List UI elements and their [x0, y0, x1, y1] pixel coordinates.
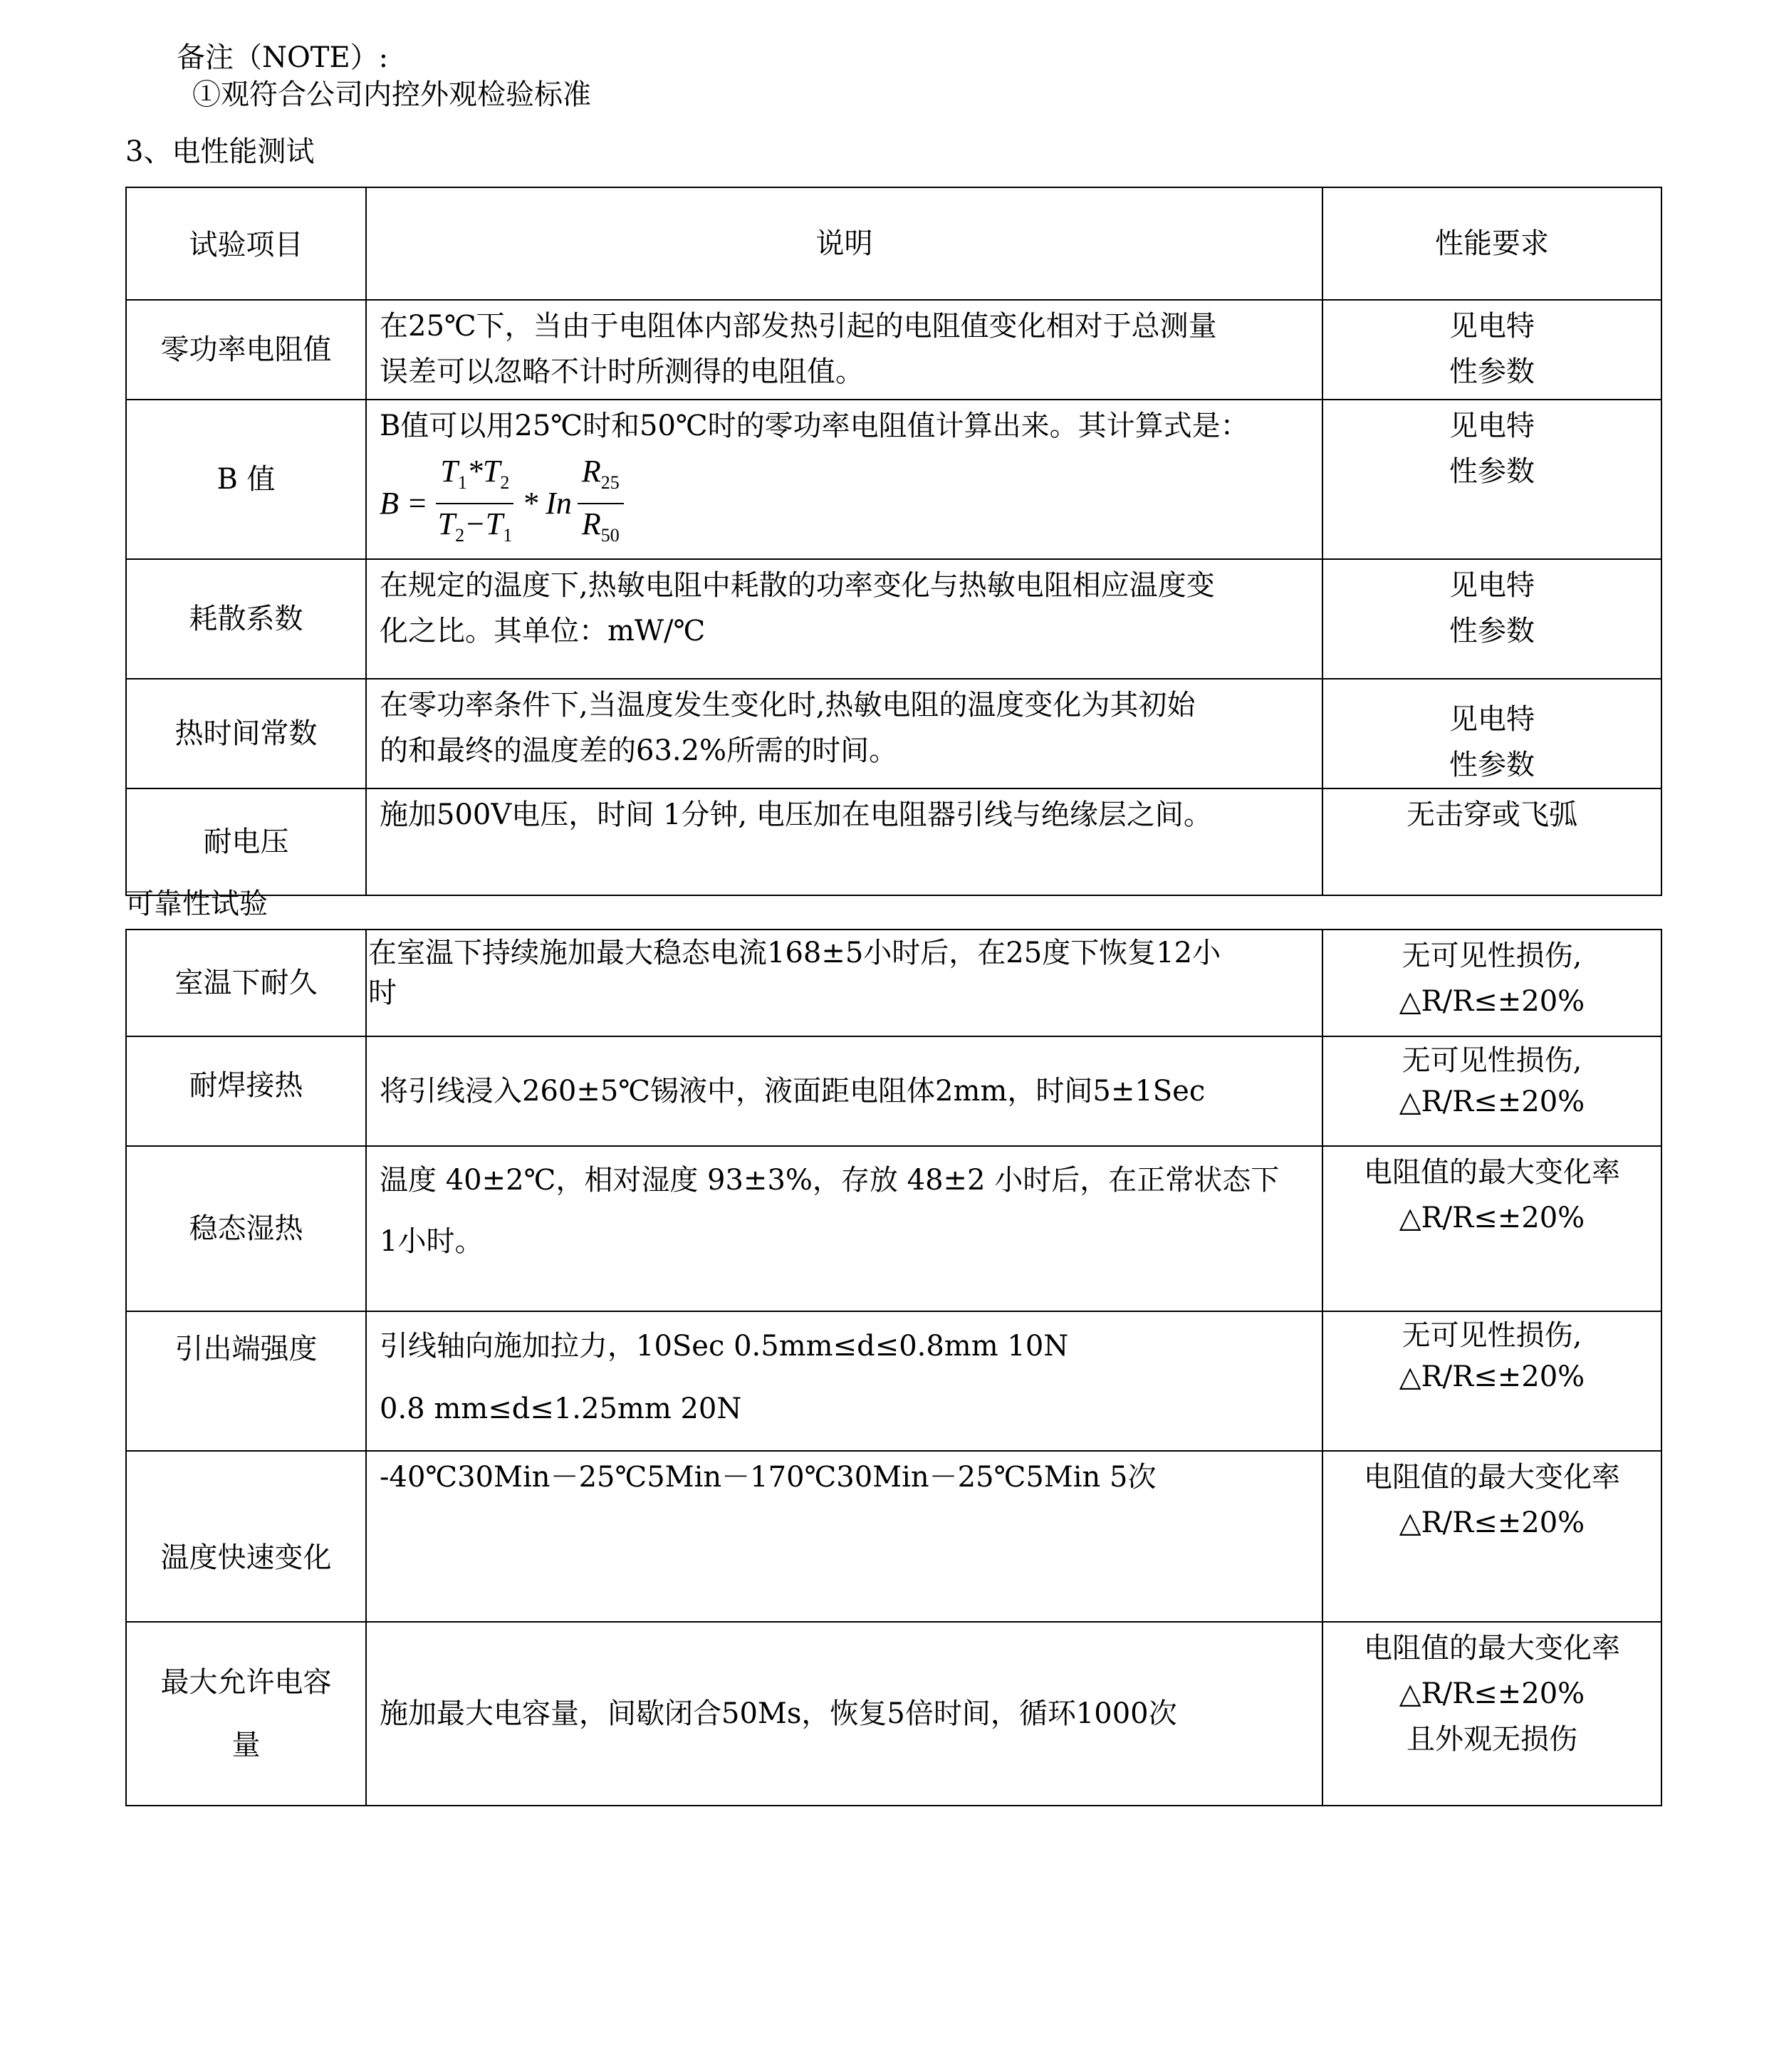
table-row: [126, 1036, 1661, 1146]
formula-fraction-r: [578, 452, 624, 556]
req-line: △R/R≤±20%: [1399, 1360, 1585, 1393]
desc-line: B值可以用25℃时和50℃时的零功率电阻值计算出来。其计算式是：: [380, 410, 1249, 442]
header-desc: 说明: [366, 187, 1322, 300]
reliability-test-table: [125, 929, 1662, 1806]
desc-line: 0.8 mm≤d≤1.25mm 20N: [380, 1392, 742, 1425]
table-row: [126, 559, 1661, 679]
formula-r-denominator: $R_{50}$: [581, 506, 620, 546]
desc-line: 在25℃下，当由于电阻体内部发热引起的电阻值变化相对于总测量: [380, 310, 1217, 343]
req-line: 性参数: [1449, 748, 1535, 781]
formula-fraction-t: [434, 452, 517, 556]
row-req: [1322, 1622, 1661, 1806]
header-item: 试验项目: [126, 187, 366, 300]
row-desc: [366, 1036, 1322, 1146]
desc-line: 在规定的温度下,热敏电阻中耗散的功率变化与热敏电阻相应温度变: [380, 568, 1215, 602]
section-reliability-title: 可靠性试验: [125, 887, 268, 920]
row-req: [1322, 1451, 1661, 1622]
note-title: 备注（NOTE）:: [177, 41, 389, 74]
row-item: 引出端强度: [126, 1311, 366, 1451]
desc-line: 施加最大电容量，间歇闭合50Ms，恢复5倍时间，循环1000次: [380, 1697, 1177, 1730]
table-row: [126, 300, 1661, 400]
row-desc: [366, 1622, 1322, 1806]
table-row: [126, 930, 1661, 1036]
section-electrical-title: 3、电性能测试: [125, 135, 315, 168]
row-desc: [366, 300, 1322, 400]
table-row: [126, 1622, 1661, 1806]
desc-line: 引线轴向施加拉力，10Sec 0.5mm≤d≤0.8mm 10N: [380, 1330, 1069, 1363]
row-item: 耐焊接热: [126, 1036, 366, 1146]
req-line: △R/R≤±20%: [1399, 985, 1585, 1018]
formula-denominator: $T_2-T_1$: [437, 506, 513, 546]
row-desc: [366, 788, 1322, 895]
req-line: 无可见性损伤,: [1402, 1319, 1582, 1352]
row-item: 耗散系数: [126, 559, 366, 679]
row-item: 耐电压: [126, 788, 366, 895]
desc-line: 施加500V电压，时间 1分钟, 电压加在电阻器引线与绝缘层之间。: [380, 798, 1212, 831]
desc-line: 在室温下持续施加最大稳态电流168±5小时后，在25度下恢复12小: [368, 937, 1221, 969]
table-row: [126, 788, 1661, 895]
req-line: △R/R≤±20%: [1399, 1086, 1585, 1118]
desc-line: 温度 40±2℃，相对湿度 93±3%，存放 48±2 小时后，在正常状态下: [380, 1164, 1280, 1197]
desc-line: 化之比。其单位：mW/℃: [380, 614, 706, 647]
table-row: [126, 1146, 1661, 1311]
row-req: [1322, 679, 1661, 788]
req-line: 电阻值的最大变化率: [1364, 1632, 1620, 1665]
row-req: [1322, 1311, 1661, 1451]
row-desc: [366, 1146, 1322, 1311]
req-line: 性参数: [1449, 355, 1535, 388]
desc-line: 1小时。: [380, 1225, 484, 1258]
row-req: [1322, 400, 1661, 559]
table-row: [126, 400, 1661, 559]
req-line: 见电特: [1449, 702, 1535, 736]
req-line: 见电特: [1449, 568, 1535, 602]
desc-line: 误差可以忽略不计时所测得的电阻值。: [380, 355, 864, 388]
item-line: 量: [231, 1729, 261, 1761]
formula-mid: * In: [522, 485, 572, 521]
row-desc: [366, 679, 1322, 788]
desc-line: 时: [368, 977, 397, 1009]
table-row: [126, 1451, 1661, 1622]
row-item: 室温下耐久: [126, 930, 366, 1036]
row-item: [126, 1622, 366, 1806]
row-req: [1322, 300, 1661, 400]
formula-numerator: $T_1*T_2$: [436, 452, 513, 504]
req-line: 无可见性损伤,: [1402, 1044, 1582, 1077]
req-line: 电阻值的最大变化率: [1364, 1461, 1620, 1494]
row-item: B 值: [126, 400, 366, 559]
desc-line: 将引线浸入260±5℃锡液中，液面距电阻体2mm，时间5±1Sec: [380, 1075, 1206, 1108]
desc-line: -40℃30Min－25℃5Min－170℃30Min－25℃5Min 5次: [380, 1461, 1157, 1494]
req-line: 见电特: [1449, 410, 1535, 442]
row-req: [1322, 1036, 1661, 1146]
req-line: 见电特: [1449, 310, 1535, 343]
req-line: 性参数: [1449, 614, 1535, 647]
b-value-formula: [380, 452, 1309, 556]
row-item: 稳态湿热: [126, 1146, 366, 1311]
req-line: 无击穿或飞弧: [1407, 798, 1577, 831]
row-desc: [366, 400, 1322, 559]
row-desc: [366, 1311, 1322, 1451]
table-header-row: [126, 187, 1661, 300]
req-line: △R/R≤±20%: [1399, 1202, 1585, 1234]
formula-lhs: B =: [380, 485, 428, 521]
row-item: 温度快速变化: [126, 1451, 366, 1622]
req-line: △R/R≤±20%: [1399, 1506, 1585, 1539]
row-req: [1322, 930, 1661, 1036]
formula-r-numerator: $R_{25}$: [578, 452, 624, 504]
electrical-test-table: [125, 187, 1662, 896]
desc-line: 的和最终的温度差的63.2%所需的时间。: [380, 734, 898, 767]
row-desc: [366, 1451, 1322, 1622]
row-desc: [366, 559, 1322, 679]
row-desc: [366, 930, 1322, 1036]
row-item: 热时间常数: [126, 679, 366, 788]
row-req: [1322, 788, 1661, 895]
desc-line: 在零功率条件下,当温度发生变化时,热敏电阻的温度变化为其初始: [380, 688, 1196, 722]
row-item: 零功率电阻值: [126, 300, 366, 400]
req-line: 无可见性损伤,: [1402, 939, 1582, 972]
req-line: 电阻值的最大变化率: [1364, 1156, 1620, 1189]
row-req: [1322, 1146, 1661, 1311]
req-line: 且外观无损伤: [1407, 1723, 1577, 1756]
req-line: △R/R≤±20%: [1399, 1677, 1585, 1710]
table-row: [126, 679, 1661, 788]
item-line: 最大允许电容: [160, 1666, 332, 1699]
note-item: ①观符合公司内控外观检验标准: [192, 78, 591, 111]
header-req: 性能要求: [1322, 187, 1661, 300]
row-req: [1322, 559, 1661, 679]
table-row: [126, 1311, 1661, 1451]
req-line: 性参数: [1449, 455, 1535, 488]
